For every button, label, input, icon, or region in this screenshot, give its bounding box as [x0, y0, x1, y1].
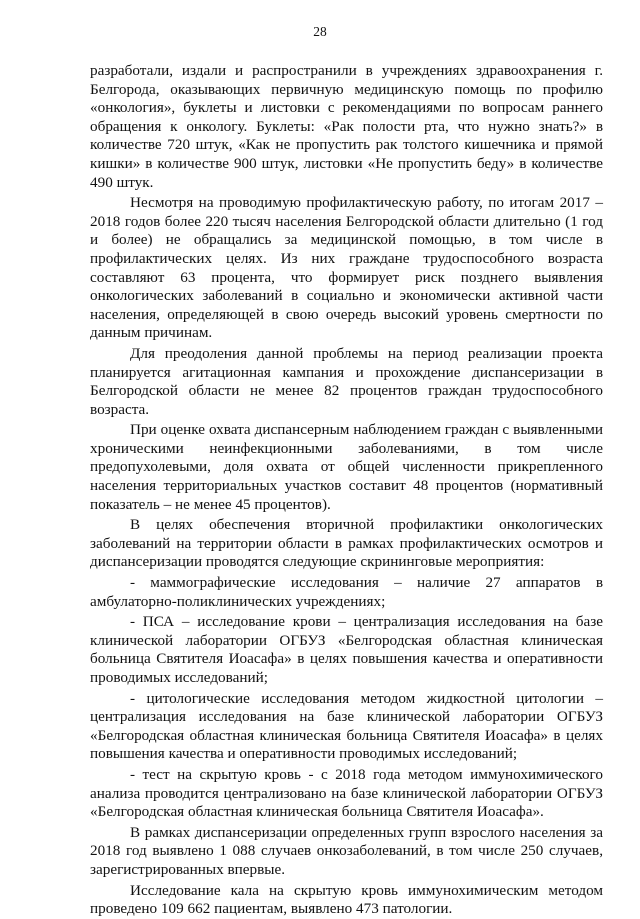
paragraph: Несмотря на проводимую профилактическую работу, по итогам 2017 – 2018 годов более 220 тысяч населения Белгородской области длительно (1 год и более) не обращались за медицинской помощью, в том числе в профилактических целях. Из них граждане трудоспособного возраста составляют 63 процента, что формирует риск позднего выявления онкологических заболеваний в социально и экономически активной части населения, определяющей в свою очередь высокий уровень смертности по данным причинам.	[90, 194, 603, 342]
paragraph: В целях обеспечения вторичной профилактики онкологических заболеваний на территории области в рамках профилактических осмотров и диспансеризации проводятся следующие скрининговые мероприятия:	[90, 516, 603, 571]
paragraph: разработали, издали и распространили в учреждениях здравоохранения г. Белгорода, оказывающих первичную медицинскую помощь по профилю «онкология», буклеты и листовки с рекомендациями по вопросам раннего обращения к онкологу. Буклеты: «Рак полости рта, что нужно знать?» в количестве 720 штук, «Как не пропустить рак толстого кишечника и прямой кишки» в количестве 900 штук, листовки «Не пропустить беду» в количестве 490 штук.	[90, 62, 603, 191]
paragraph: При оценке охвата диспансерным наблюдением граждан с выявленными хроническими неинфекционными заболеваниями, в том числе предопухолевыми, доля охвата от общей численности прикрепленного населения территориальных участков составит 48 процентов (нормативный показатель – не менее 45 процентов).	[90, 421, 603, 513]
list-item: - тест на скрытую кровь - с 2018 года методом иммунохимического анализа проводится централизовано на базе клинической лаборатории ОГБУЗ «Белгородская областная клиническая больница Святителя Иоасафа».	[90, 765, 603, 821]
list-item: - маммографические исследования – наличие 27 аппаратов в амбулаторно-поликлинических учреждениях;	[90, 574, 603, 610]
list-item: - ПСА – исследование крови – централизация исследования на базе клинической лаборатории ОГБУЗ «Белгородская областная клиническая больница Святителя Иоасафа» в целях повышения качества и оперативности проводимых исследований;	[90, 613, 603, 686]
document-body	[90, 62, 603, 919]
page-number: 28	[313, 24, 327, 39]
paragraph: В рамках диспансеризации определенных групп взрослого населения за 2018 год выявлено 1 088 случаев онкозаболеваний, в том числе 250 случаев, зарегистрированных впервые.	[90, 823, 603, 878]
paragraph: Исследование кала на скрытую кровь иммунохимическим методом проведено 109 662 пациентам, выявлено 473 патологии.	[90, 881, 603, 918]
list-item: - цитологические исследования методом жидкостной цитологии – централизация исследования на базе клинической лаборатории ОГБУЗ «Белгородская областная клиническая больница Святителя Иоасафа» в целях повышения качества и оперативности проводимых исследований;	[90, 689, 603, 763]
paragraph: Для преодоления данной проблемы на период реализации проекта планируется агитационная кампания и прохождение диспансеризации в Белгородской области не менее 82 процентов граждан трудоспособного возраста.	[90, 344, 603, 418]
